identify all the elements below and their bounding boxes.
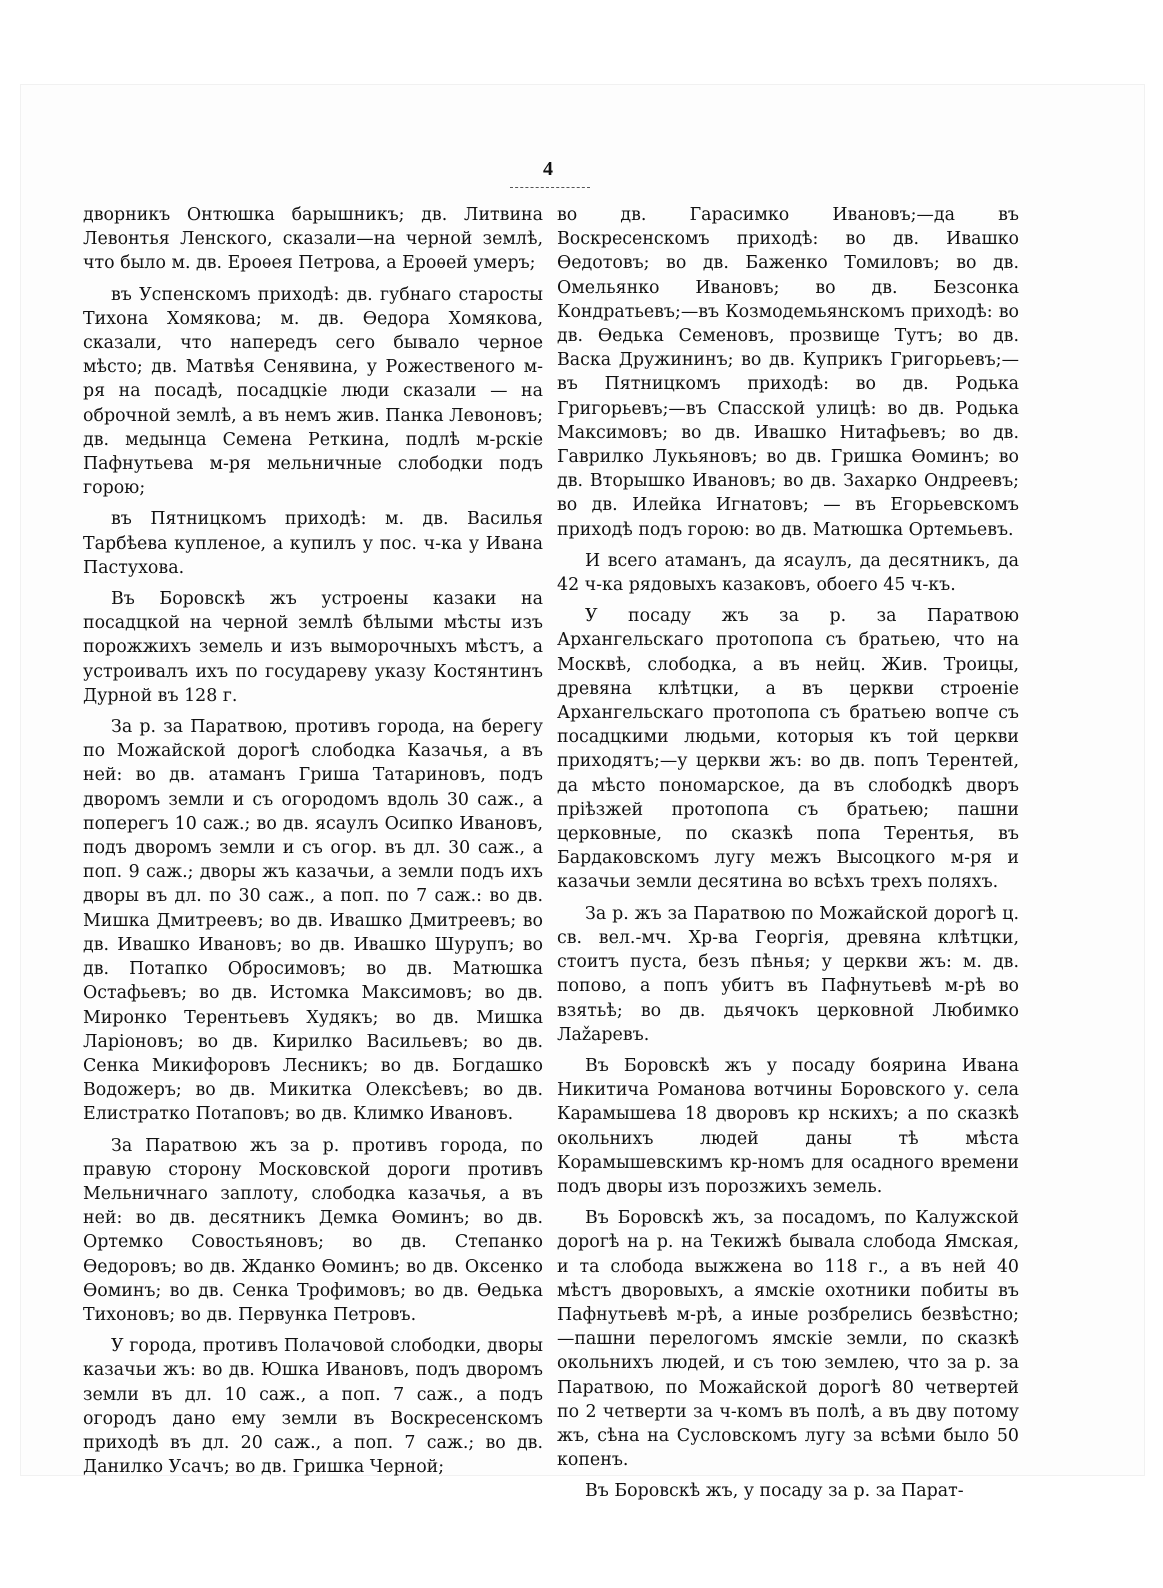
paragraph: И всего атаманъ, да ясаулъ, да десятникъ, да 42 ч-ка рядовыхъ казаковъ, обоего 45 ч-къ. (557, 550, 1019, 596)
page-number: 4 (543, 158, 553, 180)
paragraph: За р. жъ за Паратвою по Можайской дорогѣ ц. св. вел.-мч. Хр-ва Георгія, древяна клѣтцки, стоитъ пуста, безъ пѣнья; у церкви жъ: м. дв. попово, а попъ убитъ въ Пафнутьевѣ м-рѣ во взятьѣ; во дв. дьячокъ церковной Любимко Лаžаревъ. (557, 903, 1019, 1045)
paragraph: У города, противъ Полачовой слободки, дворы казачьи жъ: во дв. Юшка Ивановъ, подъ дворомъ земли въ дл. 10 саж., а поп. 7 саж., а подъ огородъ дано ему земли въ Воскресенскомъ приходѣ въ дл. 20 саж., а поп. 7 саж.; во дв. Данилко Усачъ; во дв. Гришка Черной; (83, 1336, 543, 1478)
page-number-rule (510, 187, 590, 188)
paragraph: Въ Боровскѣ жъ у посаду боярина Ивана Никитича Романова вотчины Боровского у. села Карамышева 18 дворовъ кр нскихъ; а по сказкѣ окольнихъ людей даны тѣ мѣста Корамышевскимъ кр-номъ для осадного времени подъ дворы изъ порозжихъ земель. (557, 1055, 1019, 1197)
paragraph: дворникъ Онтюшка барышникъ; дв. Литвина Левонтья Ленского, сказали—на черной землѣ, что было м. дв. Ероѳея Петрова, а Ероѳей умеръ; (83, 205, 543, 274)
paragraph: За Паратвою жъ за р. противъ города, по правую сторону Московской дороги противъ Мельничнаго заплоту, слободка казачья, а въ ней: во дв. десятникъ Демка Ѳоминъ; во дв. Ортемко Совостьяновъ; во дв. Степанко Ѳедоровъ; во дв. Жданко Ѳоминъ; во дв. Оксенко Ѳоминъ; во дв. Сенка Трофимовъ; во дв. Ѳедька Тихоновъ; во дв. Первунка Петровъ. (83, 1135, 543, 1325)
paragraph: За р. за Паратвою, противъ города, на берегу по Можайской дорогѣ слободка Казачья, а въ ней: во дв. атаманъ Гриша Татариновъ, подъ дворомъ земли и съ огородомъ вдоль 30 саж., а поперегъ 10 саж.; во дв. ясаулъ Осипко Ивановъ, подъ дворомъ земли и съ огор. въ дл. 30 саж., а поп. 9 саж.; дворы жъ казачьи, а земли подъ ихъ дворы въ дл. по 30 саж., а поп. по 7 саж.: во дв. Мишка Дмитреевъ; во дв. Ивашко Дмитреевъ; во дв. Ивашко Ивановъ; во дв. Ивашко Шурупъ; во дв. Потапко Обросимовъ; во дв. Матюшка Остафьевъ; во дв. Истомка Максимовъ; во дв. Миронко Терентьевъ Худякъ; во дв. Мишка Ларіоновъ; во дв. Кирилко Васильевъ; во дв. Сенка Микифоровъ Лесникъ; во дв. Богдашко Водожеръ; во дв. Микитка Олексѣевъ; во дв. Елистратко Потаповъ; во дв. Климко Ивановъ. (83, 717, 543, 1125)
paragraph: во дв. Гарасимко Ивановъ;—да въ Воскресенскомъ приходѣ: во дв. Ивашко Ѳедотовъ; во дв. Баженко Томиловъ; во дв. Омельянко Ивановъ; во дв. Безсонка Кондратьевъ;—въ Козмодемьянскомъ приходѣ: во дв. Ѳедька Семеновъ, прозвище Тутъ; во дв. Васка Дружининъ; во дв. Куприкъ Григорьевъ;—въ Пятницкомъ приходѣ: во дв. Родька Григорьевъ;—въ Спасской улицѣ: во дв. Родька Максимовъ; во дв. Ивашко Нитафьевъ; во дв. Гаврилко Лукьяновъ; во дв. Гришка Ѳоминъ; во дв. Вторышко Ивановъ; во дв. Захарко Ондреевъ; во дв. Илейка Игнатовъ; — въ Егорьевскомъ приходѣ подъ горою: во дв. Матюшка Ортемьевъ. (557, 205, 1019, 540)
paragraph: Въ Боровскѣ жъ, у посаду за р. за Парат- (585, 1481, 964, 1502)
paragraph: Въ Боровскѣ жъ, за посадомъ, по Калужской дорогѣ на р. на Текижѣ бывала слобода Ямская, и та слобода выжжена во 118 г., а въ ней 40 мѣстъ дворовыхъ, а ямскіе охотники побиты въ Пафнутьевѣ м-рѣ, а иные розбрелись безвѣстно;—пашни перелогомъ ямскіе земли, по сказкѣ окольнихъ людей, и съ тою землею, что за р. за Паратвою, по Можайской дорогѣ 80 четвертей по 2 четверти за ч-комъ въ полѣ, а въ дву потому жъ, сѣна на Сусловскомъ лугу за всѣми было 50 копенъ. (557, 1208, 1019, 1471)
right-column (557, 203, 1019, 1511)
paragraph: въ Успенскомъ приходѣ: дв. губнаго старосты Тихона Хомякова; м. дв. Ѳедора Хомякова, сказали, что напередъ сего бывало черное мѣсто; дв. Матвѣя Сенявина, у Рожественого м-ря на посадѣ, посадцкіе люди сказали — на оброчной землѣ, а въ немъ жив. Панка Левоновъ; дв. медынца Семена Реткина, подлѣ м-рскіе Пафнутьева м-ря мельничные слободки подъ горою; (83, 284, 543, 499)
paragraph: въ Пятницкомъ приходѣ: м. дв. Василья Тарбѣева купленое, а купилъ у пос. ч-ка у Ивана Пастухова. (83, 509, 543, 578)
left-column (83, 203, 543, 1486)
paragraph: Въ Боровскѣ жъ устроены казаки на посадцкой на черной землѣ бѣлыми мѣсты изъ порожжихъ земель и изъ выморочныхъ мѣстъ, а устроивалъ ихъ по государеву указу Костянтинъ Дурной въ 128 г. (83, 589, 543, 706)
paragraph: У посаду жъ за р. за Паратвою Архангельскаго протопопа съ братьею, что на Москвѣ, слободка, а въ нейц. Жив. Троицы, древяна клѣтцки, а въ церкви строеніе Архангельскаго протопопа съ братьею вопче съ посадцкими людьми, которыя къ той церкви приходятъ;—у церкви жъ: во дв. попъ Терентей, да мѣсто пономарское, да въ слободкѣ дворъ пріѣзжей протопопа съ братьею; пашни церковные, по сказкѣ попа Терентья, въ Бардаковскомъ лугу межъ Высоцкого м-ря и казачьи земли десятина во всѣхъ трехъ поляхъ. (557, 606, 1019, 893)
